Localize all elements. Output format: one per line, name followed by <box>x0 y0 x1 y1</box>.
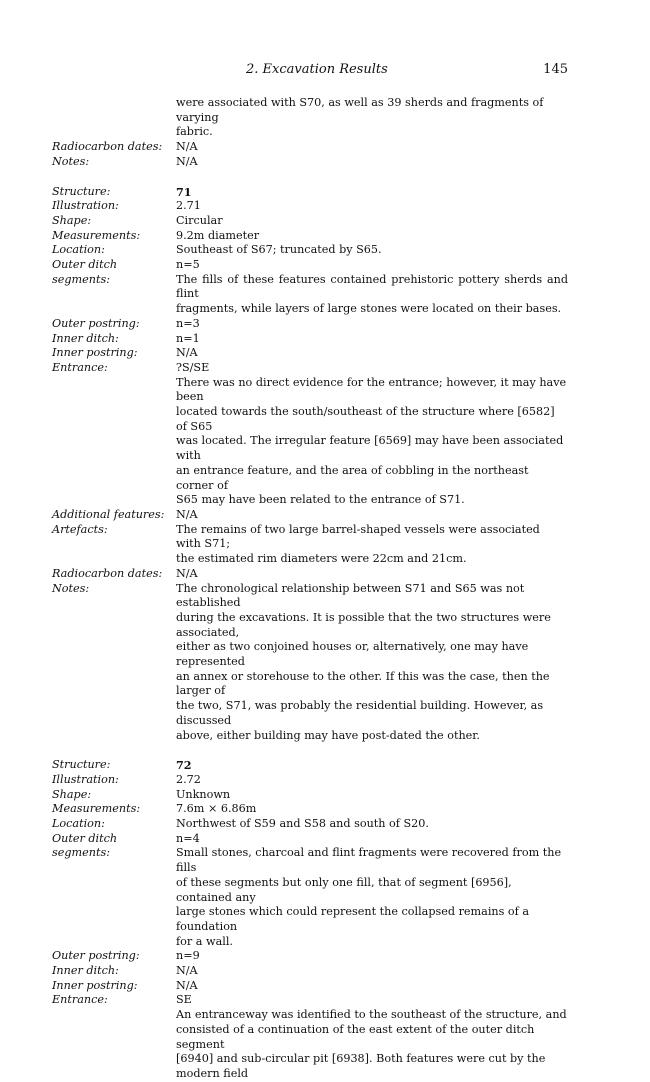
structure-number: 71 <box>176 184 192 199</box>
field-label: Inner postring: <box>52 978 138 992</box>
field-entrance <box>52 993 568 1081</box>
field-value: n=4 <box>176 831 200 845</box>
field-shape <box>52 214 568 229</box>
text-line: large stones which could represent the collapsed remains of a foundation <box>176 905 530 933</box>
text-line: located towards the south/southeast of the structure where [6582] of S65 <box>176 405 555 433</box>
field-label: Entrance: <box>52 360 108 374</box>
text-line: There was no direct evidence for the entrance; however, it may have been <box>176 375 567 404</box>
field-value: ?S/SE <box>176 360 210 374</box>
field-measurements <box>52 802 568 817</box>
text-line: were associated with S70, as well as 39 sherds and fragments of varying <box>176 96 544 124</box>
text-line: the two, S71, was probably the residential building. However, as discussed <box>176 699 544 727</box>
structure-71-entry <box>52 185 568 744</box>
field-inner-postring <box>52 979 568 994</box>
field-value: n=5 <box>176 258 200 272</box>
field-additional-features <box>52 508 568 523</box>
field-inner-ditch <box>52 964 568 979</box>
text-line: an entrance feature, and the area of cobbling in the northeast corner of <box>176 463 529 492</box>
field-radiocarbon <box>52 140 568 155</box>
field-label: Shape: <box>52 213 92 227</box>
text-line: fabric. <box>176 125 213 139</box>
structure-number: 72 <box>176 758 192 773</box>
field-label: Location: <box>52 817 105 831</box>
field-value: N/A <box>176 346 198 360</box>
field-notes <box>52 155 568 170</box>
text-line: Small stones, charcoal and flint fragments were recovered from the fills <box>176 846 562 875</box>
text-line: An entranceway was identified to the southeast of the structure, and <box>176 1008 567 1022</box>
field-structure <box>52 758 568 773</box>
field-radiocarbon <box>52 567 568 582</box>
field-label: Structure: <box>52 184 111 198</box>
field-label: Illustration: <box>52 199 119 213</box>
page-header <box>0 62 650 80</box>
field-outer-postring <box>52 949 568 964</box>
text-line: was located. The irregular feature [6569] may have been associated with <box>176 434 564 463</box>
field-location <box>52 243 568 258</box>
field-value: Circular <box>176 213 223 227</box>
field-label: Outer ditch segments: <box>52 831 118 860</box>
field-value: 9.2m diameter <box>176 228 260 242</box>
field-label: Illustration: <box>52 772 119 786</box>
field-structure <box>52 185 568 200</box>
field-inner-ditch <box>52 332 568 347</box>
field-value: SE <box>176 993 192 1007</box>
field-outer-ditch <box>52 258 568 317</box>
field-label: Outer postring: <box>52 949 140 963</box>
field-label: Inner ditch: <box>52 331 119 345</box>
field-shape <box>52 788 568 803</box>
page-number: 145 <box>543 62 568 77</box>
field-label: Artefacts: <box>52 522 108 536</box>
field-label: Outer postring: <box>52 316 140 330</box>
field-label: Measurements: <box>52 228 141 242</box>
field-label: Notes: <box>52 581 90 595</box>
text-line: during the excavations. It is possible that the two structures were associated, <box>176 610 551 639</box>
text-line: The chronological relationship between S71 and S65 was not established <box>176 581 525 610</box>
text-line: [6940] and sub-circular pit [6938]. Both features were cut by the modern field <box>176 1052 546 1080</box>
continuation-text <box>52 96 568 140</box>
field-value: Unknown <box>176 787 231 801</box>
field-value: 7.6m × 6.86m <box>176 802 257 816</box>
field-label: Shape: <box>52 787 92 801</box>
running-title: 2. Excavation Results <box>246 62 388 77</box>
field-label: Notes: <box>52 154 90 168</box>
text-line: The fills of these features contained prehistoric pottery sherds and flint <box>176 272 568 301</box>
field-label: Outer ditch segments: <box>52 258 118 286</box>
field-value: Northwest of S59 and S58 and south of S20. <box>176 817 429 831</box>
text-line: either as two conjoined houses or, alternatively, one may have represented <box>176 640 529 669</box>
field-label: Entrance: <box>52 993 108 1007</box>
field-value: n=1 <box>176 331 200 345</box>
text-line: the estimated rim diameters were 22cm and 21cm. <box>176 552 467 566</box>
field-label: Radiocarbon dates: <box>52 566 163 580</box>
field-artefacts <box>52 523 568 567</box>
text-line: fragments, while layers of large stones were located on their bases. <box>176 302 562 316</box>
field-label: Inner postring: <box>52 346 138 360</box>
text-line: consisted of a continuation of the east extent of the outer ditch segment <box>176 1022 535 1051</box>
field-value: N/A <box>176 154 198 168</box>
structure-72-entry <box>52 758 568 1081</box>
text-line: of these segments but only one fill, that of segment [6956], contained any <box>176 875 512 904</box>
text-line: S65 may have been related to the entrance of S71. <box>176 493 465 507</box>
field-value: n=9 <box>176 949 200 963</box>
field-entrance <box>52 361 568 508</box>
field-measurements <box>52 229 568 244</box>
field-outer-postring <box>52 317 568 332</box>
field-location <box>52 817 568 832</box>
field-value: N/A <box>176 978 198 992</box>
field-label: Radiocarbon dates: <box>52 140 163 154</box>
field-value: N/A <box>176 507 198 521</box>
field-value: n=3 <box>176 316 200 330</box>
field-notes <box>52 582 568 744</box>
text-line: The remains of two large barrel-shaped vessels were associated with S71; <box>176 522 540 551</box>
field-label: Additional features: <box>52 507 165 521</box>
text-line: an annex or storehouse to the other. If this was the case, then the larger of <box>176 669 550 698</box>
field-label: Measurements: <box>52 802 141 816</box>
field-value: Southeast of S67; truncated by S65. <box>176 243 382 257</box>
field-label: Location: <box>52 243 105 257</box>
field-value: N/A <box>176 566 198 580</box>
field-value: N/A <box>176 140 198 154</box>
field-outer-ditch <box>52 832 568 950</box>
field-illustration <box>52 773 568 788</box>
text-line: for a wall. <box>176 934 233 948</box>
page-content <box>52 96 568 1082</box>
field-value: N/A <box>176 964 198 978</box>
field-value: 2.71 <box>176 199 201 213</box>
field-illustration <box>52 199 568 214</box>
field-label: Structure: <box>52 758 111 772</box>
field-value: 2.72 <box>176 772 201 786</box>
field-inner-postring <box>52 346 568 361</box>
text-line: above, either building may have post-dated the other. <box>176 728 480 742</box>
field-label: Inner ditch: <box>52 964 119 978</box>
